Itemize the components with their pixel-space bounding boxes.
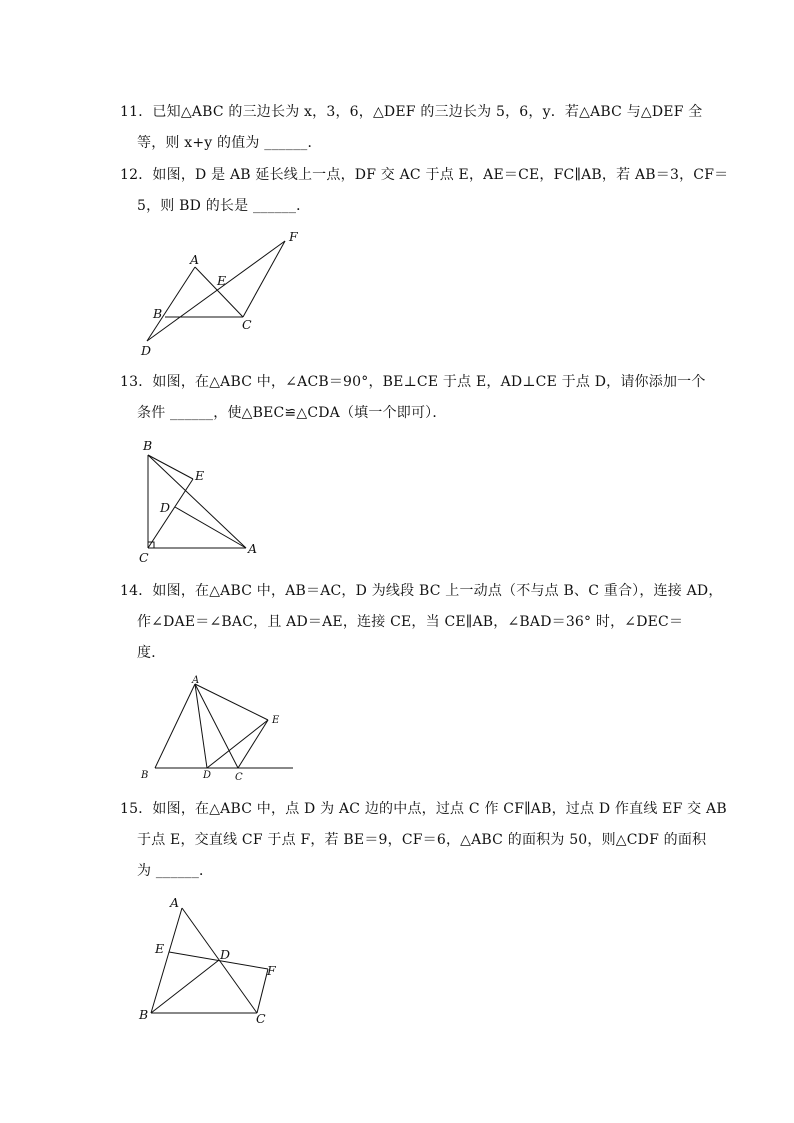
label-d: D bbox=[203, 770, 212, 781]
label-b: B bbox=[143, 438, 153, 453]
segment-a-b bbox=[151, 908, 182, 1013]
question-12-line-1: 12．如图，D 是 AB 延长线上一点，DF 交 AC 于点 E，AE＝CE，FC∥AB，若 AB＝3，CF＝ bbox=[120, 167, 729, 183]
segment-a-d bbox=[175, 507, 246, 548]
label-e: E bbox=[155, 941, 165, 956]
segment-c-e bbox=[238, 720, 268, 768]
label-f: F bbox=[289, 229, 298, 244]
question-13-figure bbox=[135, 435, 275, 570]
label-e: E bbox=[272, 715, 280, 726]
label-b: B bbox=[139, 1007, 149, 1022]
segment-d-a bbox=[147, 267, 195, 341]
label-c: C bbox=[256, 1011, 266, 1026]
question-12-line-2: 5，则 BD 的长是 ______． bbox=[137, 198, 311, 214]
label-c: C bbox=[242, 317, 252, 332]
label-a: A bbox=[192, 675, 200, 686]
segment-b-e bbox=[148, 455, 193, 479]
label-e: E bbox=[195, 468, 205, 483]
label-d: D bbox=[160, 500, 171, 515]
label-e: E bbox=[217, 273, 227, 288]
segment-b-a bbox=[155, 684, 195, 768]
question-14-line-2: 作∠DAE＝∠BAC，且 AD＝AE，连接 CE，当 CE∥AB，∠BAD＝36° 时，∠DEC＝ bbox=[137, 614, 684, 630]
label-a: A bbox=[248, 541, 258, 556]
segment-c-f bbox=[243, 241, 285, 317]
question-13-line-2: 条件 ______，使△BEC≌△CDA（填一个即可）． bbox=[137, 405, 447, 421]
question-15-line-2: 于点 E，交直线 CF 于点 F，若 BE＝9，CF＝6，△ABC 的面积为 50，则△CDF 的面积 bbox=[137, 832, 707, 848]
label-b: B bbox=[141, 770, 149, 781]
label-c: C bbox=[235, 772, 243, 783]
question-14-line-3: 度． bbox=[137, 645, 166, 661]
label-b: B bbox=[153, 306, 163, 321]
question-13-line-1: 13．如图，在△ABC 中，∠ACB＝90°，BE⊥CE 于点 E，AD⊥CE 于点 D，请你添加一个 bbox=[120, 374, 706, 390]
question-12-figure bbox=[135, 225, 315, 365]
label-d: D bbox=[220, 947, 231, 962]
question-15-figure bbox=[135, 893, 295, 1028]
question-14-figure bbox=[135, 672, 305, 787]
question-11-line-1: 11．已知△ABC 的三边长为 x，3，6，△DEF 的三边长为 5，6，y．若△ABC 与△DEF 全 bbox=[120, 104, 703, 120]
label-d: D bbox=[141, 343, 152, 358]
label-c: C bbox=[139, 550, 149, 565]
label-a: A bbox=[170, 895, 180, 910]
segment-b-d bbox=[151, 960, 219, 1013]
question-14-line-1: 14．如图，在△ABC 中，AB＝AC，D 为线段 BC 上一动点（不与点 B、C 重合），连接 AD， bbox=[120, 583, 723, 599]
question-11-line-2: 等，则 x+y 的值为 ______． bbox=[137, 135, 322, 151]
segment-d-f bbox=[147, 241, 285, 341]
segment-d-e bbox=[207, 720, 268, 768]
segment-a-e bbox=[195, 684, 268, 720]
label-f: F bbox=[267, 963, 276, 978]
question-15-line-1: 15．如图，在△ABC 中，点 D 为 AC 边的中点，过点 C 作 CF∥AB，过点 D 作直线 EF 交 AB bbox=[120, 801, 727, 817]
label-a: A bbox=[190, 252, 200, 267]
question-15-line-3: 为 ______． bbox=[137, 863, 214, 879]
